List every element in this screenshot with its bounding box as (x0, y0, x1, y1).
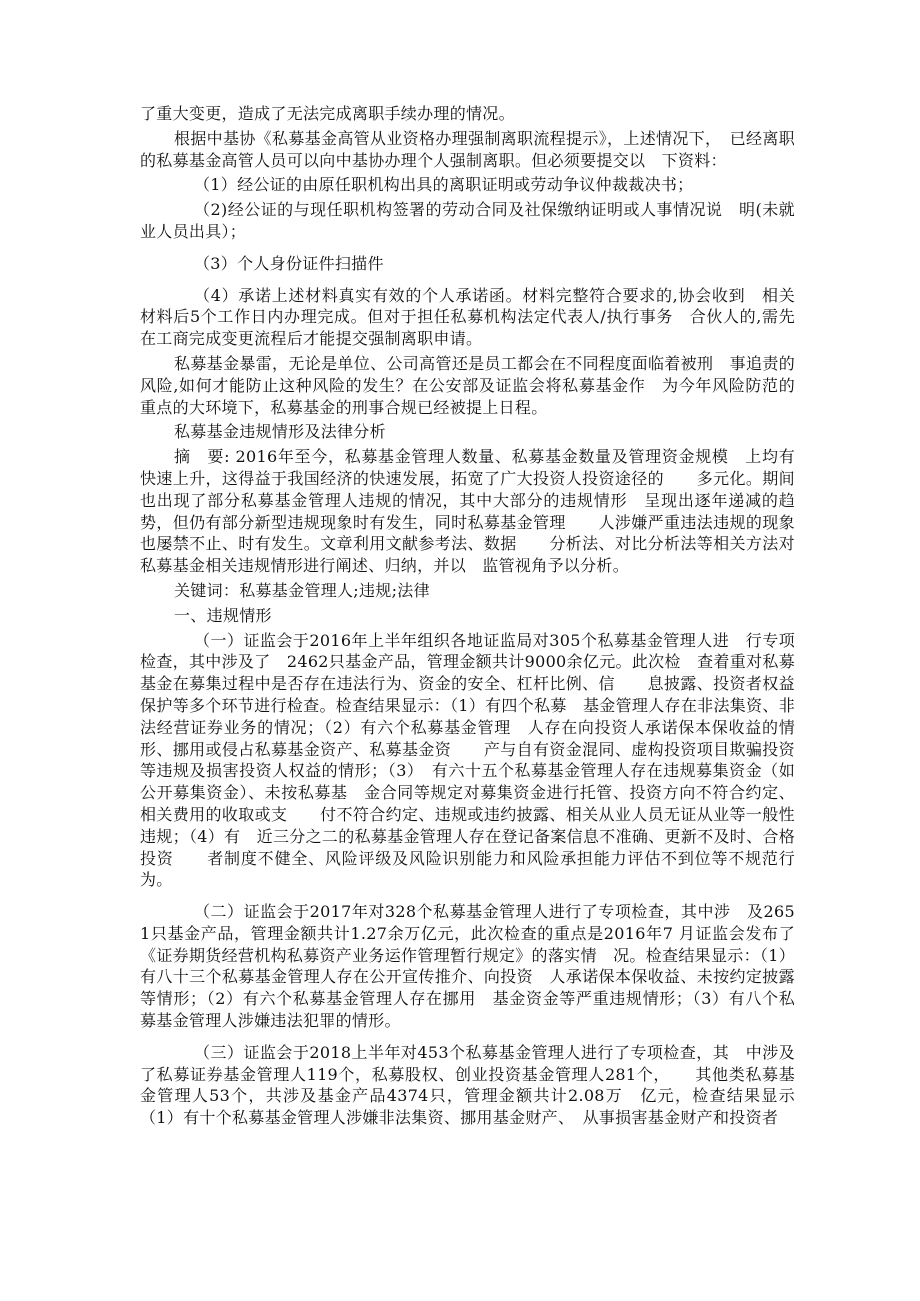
abstract: 摘 要: 2016年至今，私募基金管理人数量、私募基金数量及管理资金规模 上均有快速上升，这得益于我国经济的快速发展，拓宽了广大投资人投资途径的 多元化。期间也出现了部分私募基金管理人违规的情况，其中大部分的违规情形 呈现出逐年递减的趋势，但仍有部分新型违规现象时有发生，同时私募基金管理 人涉嫌严重违法违规的现象也屡禁不止、时有发生。文章利用文献参考法、数据 分析法、对比分析法等相关方法对私募基金相关违规情形进行阐述、归纳，并以 监管视角予以分析。 (140, 447, 795, 576)
list-item-2: （2)经公证的与现任职机构签署的劳动合同及社保缴纳证明或人事情况说 明(未就业人员出具）； (140, 200, 795, 241)
paragraph-2018-inspection: （三）证监会于2018上半年对453个私募基金管理人进行了专项检查，其 中涉及了私募证券基金管理人119个，私募股权、创业投资基金管理人281个， 其他类私募基金管理人53个，共涉及基金产品4374只，管理金额共计2.08万 亿元，检查结果显示（1）有十个私募基金管理人涉嫌非法集资、挪用基金财产、 从事损害基金财产和投资者 (140, 1042, 795, 1128)
list-item-3: （3）个人身份证件扫描件 (194, 253, 384, 273)
paragraph-risk: 私募基金暴雷，无论是单位、公司高管还是员工都会在不同程度面临着被刑 事追责的风险,如何才能防止这种风险的发生？在公安部及证监会将私募基金作 为今年风险防范的重点的大环境下，私募基金的刑事合规已经被提上日程。 (140, 353, 795, 417)
section-heading: 一、违规情形 (174, 605, 272, 625)
list-item-4: （4）承诺上述材料真实有效的个人承诺函。材料完整符合要求的,协会收到 相关材料后5个工作日内办理完成。但对于担任私募机构法定代表人/执行事务 合伙人的,需先在工商完成变更流程后才能提交强制离职申请。 (140, 285, 795, 349)
paragraph-2016-inspection: （一）证监会于2016年上半年组织各地证监局对305个私募基金管理人进 行专项检查，其中涉及了 2462只基金产品，管理金额共计9000余亿元。此次检 查着重对私募基金在募集过程中是否存在违法行为、资金的安全、杠杆比例、信 息披露、投资者权益保护等多个环节进行检查。检查结果显示：（1）有四个私募 基金管理人存在非法集资、非法经营证券业务的情况；（2）有六个私募基金管理 人存在向投资人承诺保本保收益的情形、挪用或侵占私募基金资产、私募基金资 产与自有资金混同、虚构投资项目欺骗投资等违规及损害投资人权益的情形；（3） 有六十五个私募基金管理人存在违规募集资金（如公开募集资金）、未按私募基 金合同等规定对募集资金进行托管、投资方向不符合约定、相关费用的收取或支 付不符合约定、违规或违约披露、相关从业人员无证从业等一般性违规；（4）有 近三分之二的私募基金管理人存在登记备案信息不准确、更新不及时、合格投资 者制度不健全、风险评级及风险识别能力和风险承担能力评估不到位等不规范行 为。 (140, 630, 812, 890)
article-title: 私募基金违规情形及法律分析 (174, 422, 386, 442)
paragraph-2017-inspection: （二）证监会于2017年对328个私募基金管理人进行了专项检查，其中涉 及2651只基金产品，管理金额共计1.27余万亿元，此次检查的重点是2016年7 月证监会发布了《证券期货经营机构私募资产业务运作管理暂行规定》的落实情 况。检查结果显示：（1）有八十三个私募基金管理人存在公开宣传推介、向投资 人承诺保本保收益、未按约定披露等情形；（2）有六个私募基金管理人存在挪用 基金资金等严重违规情形；（3）有八个私募基金管理人涉嫌违法犯罪的情形。 (140, 902, 795, 1031)
list-item-1: （1）经公证的由原任职机构出具的离职证明或劳动争议仲裁裁决书； (194, 175, 694, 195)
document-page (140, 103, 812, 1129)
paragraph-procedure-intro: 根据中基协《私募基金高管从业资格办理强制离职流程提示》，上述情况下， 已经离职的私募基金高管人员可以向中基协办理个人强制离职。但必须要提交以 下资料： (140, 128, 795, 170)
keywords: 关键词：私募基金管理人;违规;法律 (174, 580, 430, 600)
paragraph-continuation: 了重大变更，造成了无法完成离职手续办理的情况。 (140, 104, 515, 123)
